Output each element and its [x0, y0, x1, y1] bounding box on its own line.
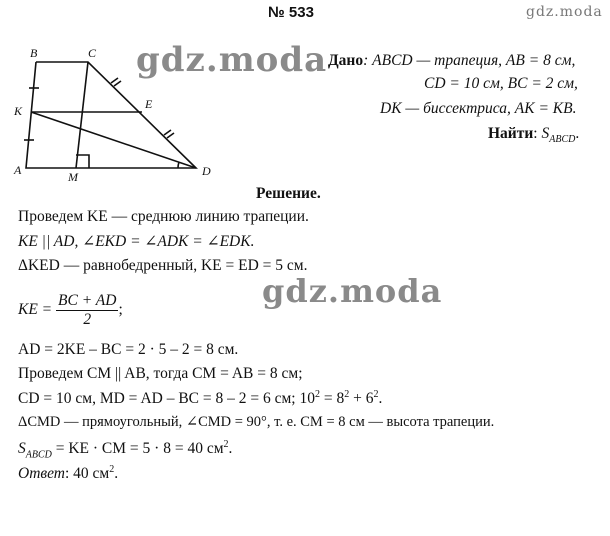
label-a: A: [14, 163, 22, 177]
solution-line-2: KE || AD, ∠EKD = ∠ADK = ∠EDK.: [18, 233, 255, 250]
solution-area-line: $S_{ABCD}$ = KE · CM = 5 · 8 = 40 $см^2$.: [18, 439, 233, 461]
solution-heading: Решение.: [256, 185, 321, 202]
label-d: D: [202, 164, 211, 178]
given-line-1: Дано: ABCD — трапеция, AB = 8 см,: [328, 52, 576, 69]
solution-line-3: ΔKED — равнобедренный, KE = ED = 5 см.: [18, 257, 308, 274]
problem-number: № 533: [268, 4, 314, 21]
site-logo-small: gdz.moda: [526, 4, 603, 20]
solution-formula-ke: KE = $\frac{BC + AD}{2}$ ;: [18, 292, 123, 328]
angle-mark-d: [178, 162, 179, 168]
bisector-dk: [31, 112, 196, 168]
given-line-3: DK — биссектриса, AK = KB.: [380, 100, 577, 117]
given-line-2: CD = 10 см, BC = 2 см,: [424, 75, 578, 92]
trapezoid-figure: [0, 0, 330, 190]
solution-line-1: Проведем KE — среднюю линию трапеции.: [18, 208, 309, 225]
watermark-top: gdz.moda: [136, 40, 328, 80]
trapezoid-outline: [26, 62, 196, 168]
label-c: C: [88, 46, 97, 60]
segment-cm: [76, 62, 88, 168]
label-k: K: [14, 104, 23, 118]
solution-line-5: AD = 2KE – BC = 2 · 5 – 2 = 8 см.: [18, 341, 239, 358]
solution-line-8: ΔCMD — прямоугольный, ∠CMD = 90°, т. е. CM = 8 см — высота трапеции.: [18, 414, 495, 430]
find-line: Найти: $S_{ABCD}$.: [488, 125, 580, 146]
label-e: E: [145, 97, 153, 111]
label-b: B: [30, 46, 38, 60]
watermark-middle: gdz.moda: [262, 272, 443, 310]
answer-line: Ответ: 40 $см^2$.: [18, 464, 119, 483]
label-m: M: [68, 170, 78, 184]
solution-line-6: Проведем CM || AB, тогда CM = AB = 8 см;: [18, 365, 303, 382]
fraction: $\frac{BC + AD}{2}$: [58, 292, 117, 328]
solution-line-7: CD = 10 см, MD = AD – BC = 8 – 2 = 6 см; $10^2 = 8^2 + 6^2$.: [18, 389, 383, 408]
